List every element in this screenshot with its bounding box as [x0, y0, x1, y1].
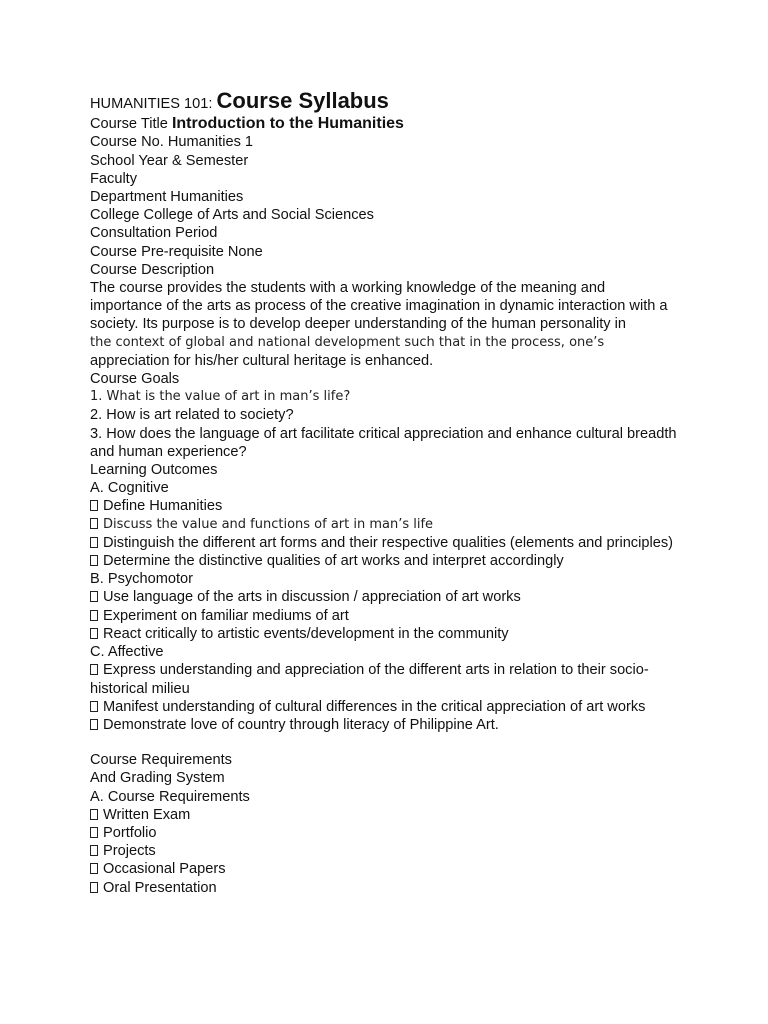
consultation-period: Consultation Period — [90, 225, 218, 242]
outcome-text: Use language of the arts in discussion / appreciation of art works — [103, 589, 521, 606]
prerequisite: Course Pre-requisite None — [90, 243, 263, 260]
outcome-text: Experiment on familiar mediums of art — [103, 607, 349, 624]
syllabus-content — [90, 88, 680, 897]
outcome-text: Define Humanities — [103, 498, 223, 515]
outcome-item — [90, 534, 680, 552]
requirements-heading: Course Requirements — [90, 752, 232, 769]
bullet-box-icon — [90, 882, 98, 893]
requirement-text: Occasional Papers — [103, 861, 226, 878]
outcome-item — [90, 716, 680, 734]
bullet-box-icon — [90, 628, 98, 639]
outcome-text: Manifest understanding of cultural differences in the critical appreciation of art works — [103, 698, 646, 715]
psychomotor-heading: B. Psychomotor — [90, 571, 194, 588]
bullet-box-icon — [90, 664, 98, 675]
grading-heading: And Grading System — [90, 770, 225, 787]
college: College College of Arts and Social Sciences — [90, 207, 374, 224]
requirement-item — [90, 879, 680, 897]
syllabus-header — [90, 88, 680, 113]
outcome-text: React critically to artistic events/development in the community — [103, 625, 509, 642]
outcome-text: Demonstrate love of country through literacy of Philippine Art. — [103, 716, 499, 733]
bullet-box-icon — [90, 827, 98, 838]
outcome-item — [90, 625, 680, 643]
outcome-item — [90, 588, 680, 606]
outcome-item — [90, 516, 680, 534]
bullet-box-icon — [90, 500, 98, 511]
description-heading: Course Description — [90, 261, 215, 278]
header-prefix: HUMANITIES 101: — [90, 96, 213, 112]
bullet-box-icon — [90, 555, 98, 566]
goal-item: 1. What is the value of art in man’s life? — [90, 389, 351, 405]
requirement-item — [90, 860, 680, 878]
outcome-item — [90, 552, 680, 570]
outcome-item — [90, 661, 680, 697]
bullet-box-icon — [90, 610, 98, 621]
course-title-label: Course Title — [90, 116, 168, 133]
course-title-value: Introduction to the Humanities — [171, 115, 404, 133]
goals-heading: Course Goals — [90, 371, 180, 388]
requirement-text: Written Exam — [103, 806, 191, 823]
bullet-box-icon — [90, 845, 98, 856]
bullet-box-icon — [90, 591, 98, 602]
course-no: Course No. Humanities 1 — [90, 134, 254, 151]
faculty: Faculty — [90, 170, 138, 187]
outcome-item — [90, 607, 680, 625]
outcome-text: Distinguish the different art forms and their respective qualities (elements and principles) — [103, 534, 673, 551]
requirement-item — [90, 842, 680, 860]
description-text-b: the context of global and national development such that in the process, one’s — [90, 334, 605, 350]
requirement-text: Oral Presentation — [103, 879, 217, 896]
bullet-box-icon — [90, 809, 98, 820]
requirement-text: Portfolio — [103, 824, 157, 841]
department: Department Humanities — [90, 189, 244, 206]
affective-heading: C. Affective — [90, 644, 164, 661]
page-title: Course Syllabus — [216, 88, 389, 113]
spacer — [90, 734, 680, 751]
outcome-text: Determine the distinctive qualities of art works and interpret accordingly — [103, 553, 564, 570]
description-text-c: appreciation for his/her cultural heritage is enhanced. — [90, 352, 434, 369]
bullet-box-icon — [90, 863, 98, 874]
bullet-box-icon — [90, 537, 98, 548]
outcome-text: Express understanding and appreciation of the different arts in relation to their socio-historical milieu — [90, 662, 649, 697]
requirement-text: Projects — [103, 843, 156, 860]
goal-item: 3. How does the language of art facilitate critical appreciation and enhance cultural breadth and human experience? — [90, 425, 677, 460]
cognitive-heading: A. Cognitive — [90, 480, 169, 497]
requirement-item — [90, 806, 680, 824]
school-year: School Year & Semester — [90, 152, 249, 169]
outcome-text: Discuss the value and functions of art in man’s life — [103, 516, 434, 532]
requirements-sub-heading: A. Course Requirements — [90, 788, 250, 805]
course-title-line — [90, 115, 680, 133]
goal-item: 2. How is art related to society? — [90, 407, 294, 424]
bullet-box-icon — [90, 701, 98, 712]
bullet-box-icon — [90, 518, 98, 529]
bullet-box-icon — [90, 719, 98, 730]
description-text-a: The course provides the students with a working knowledge of the meaning and importance of the arts as process of the creative imagination in dynamic interaction with a society. Its purpose is to develop deeper understanding of the human personality in — [90, 280, 668, 333]
outcomes-heading: Learning Outcomes — [90, 462, 218, 479]
outcome-item — [90, 698, 680, 716]
requirement-item — [90, 824, 680, 842]
outcome-item — [90, 497, 680, 515]
